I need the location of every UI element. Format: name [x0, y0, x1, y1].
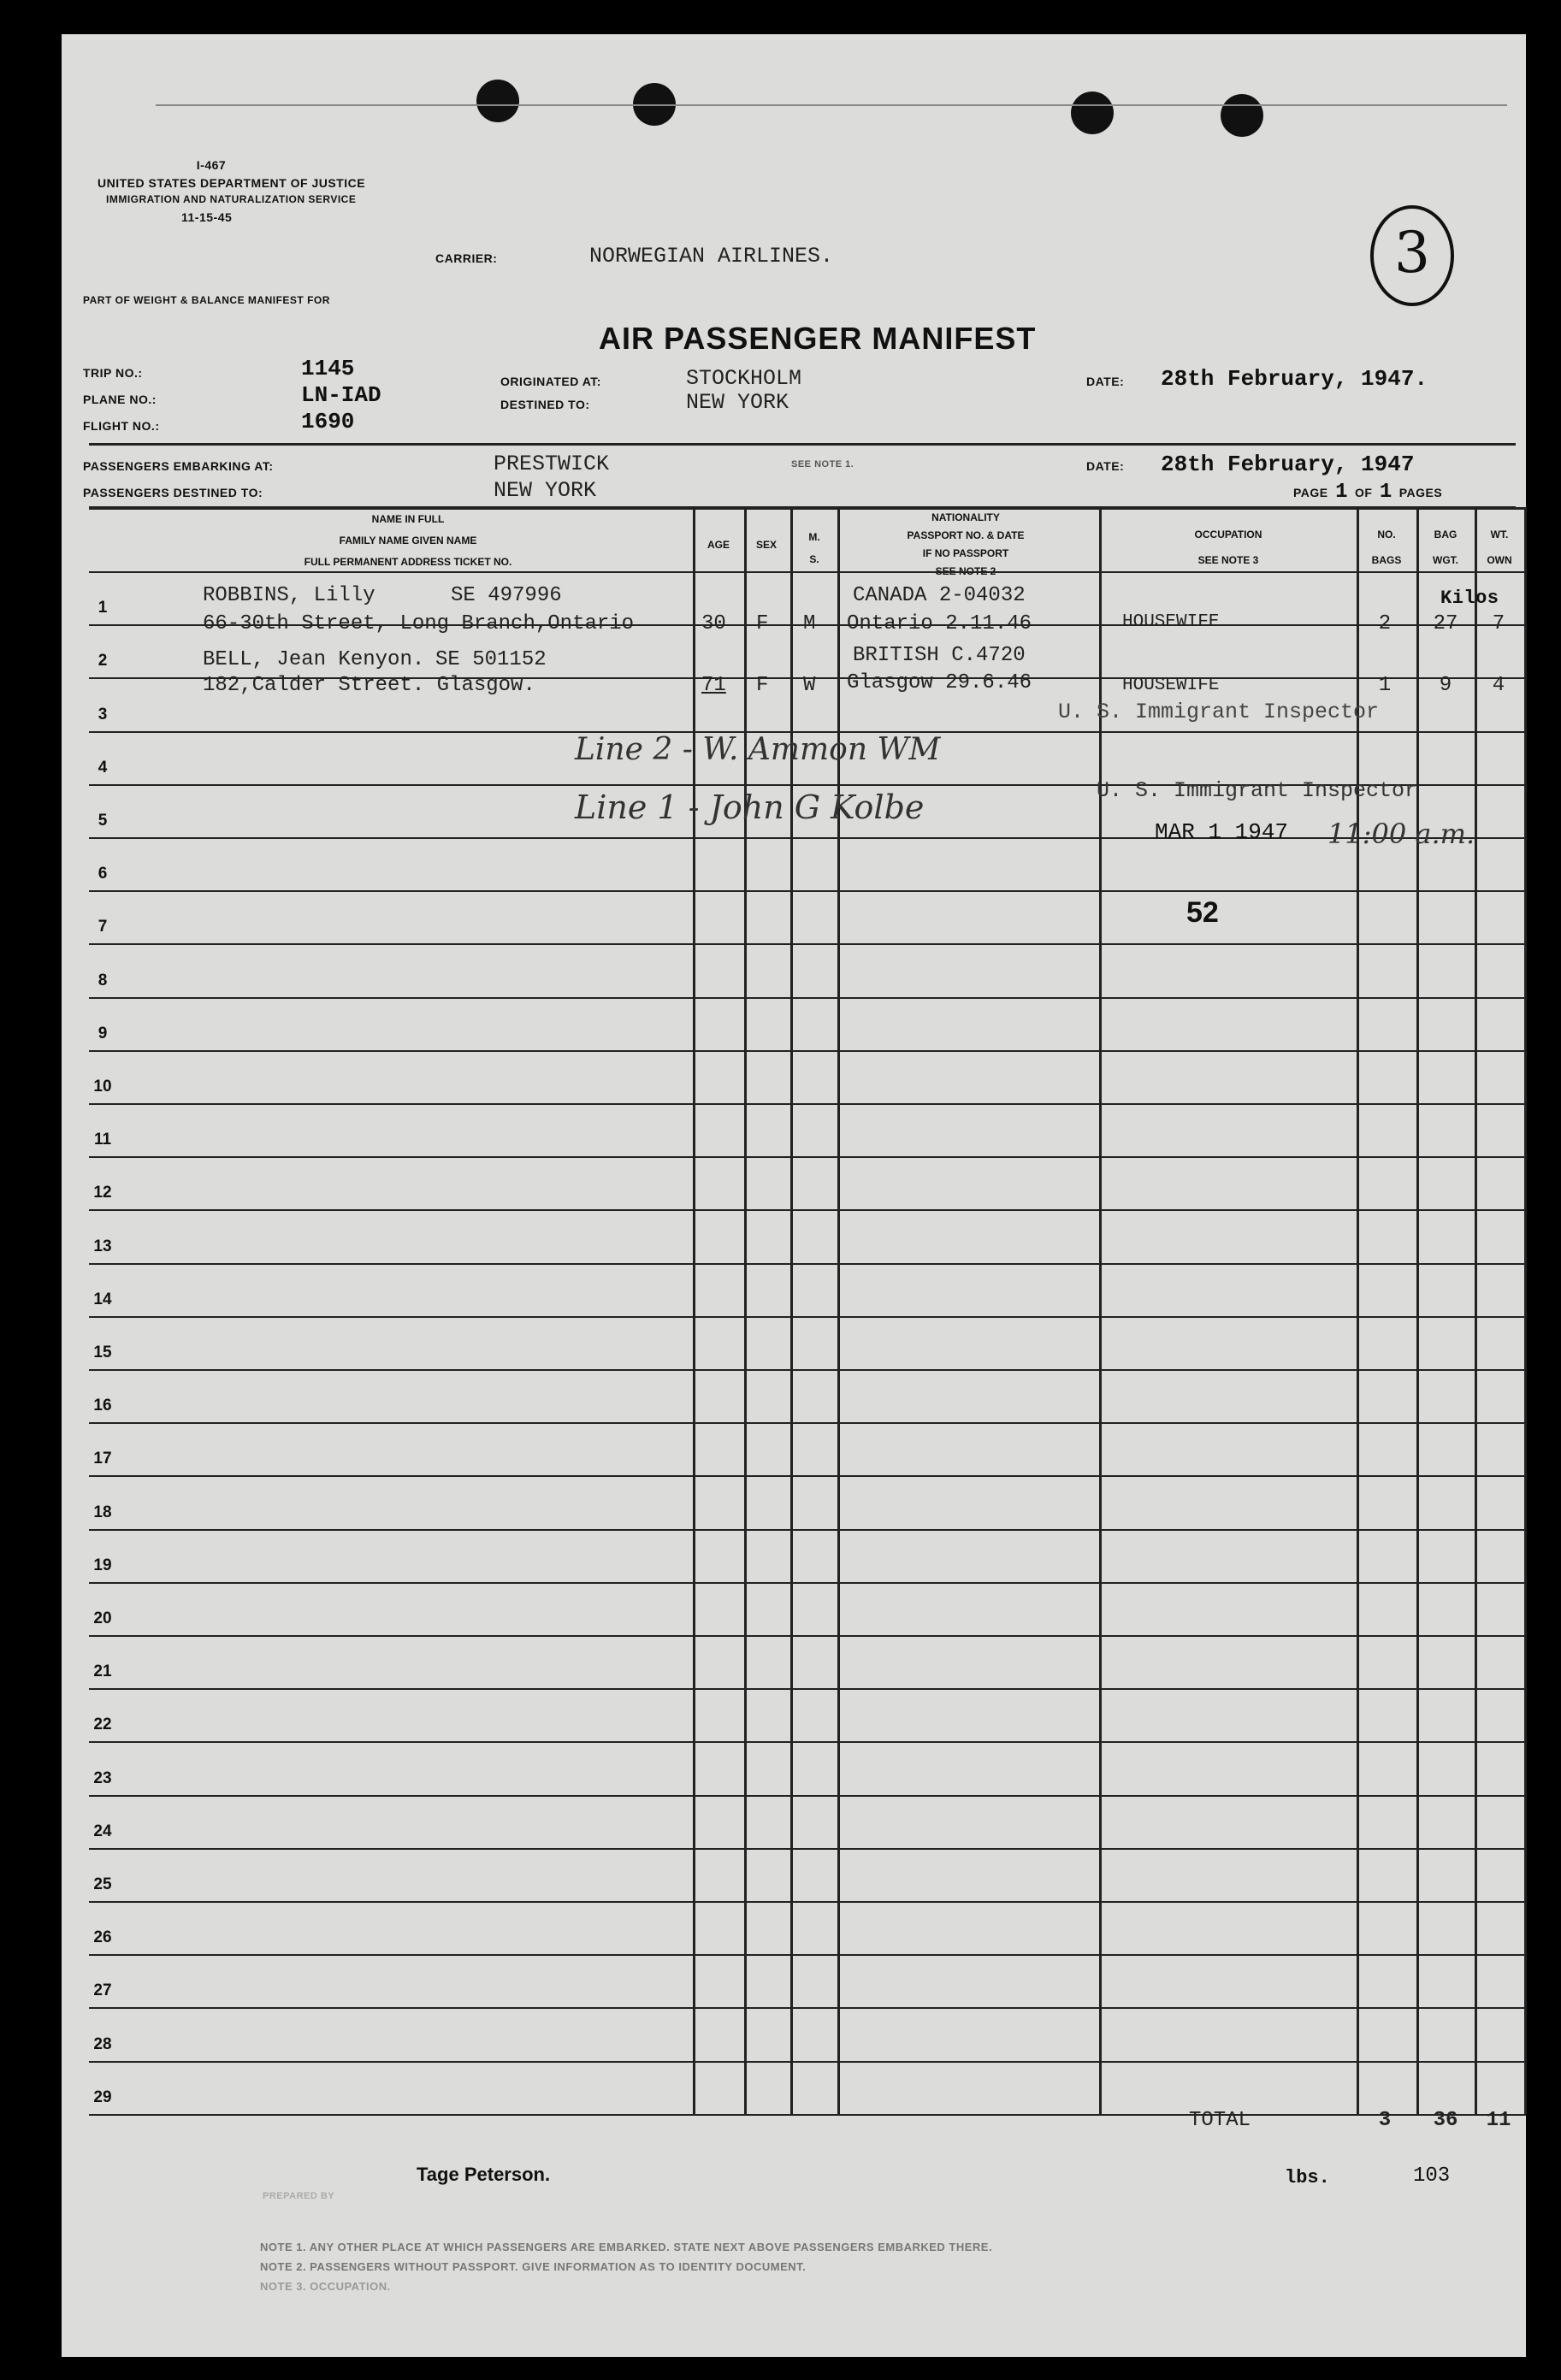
handwritten-inspection-note: Line 1 - John G Kolbe: [575, 788, 925, 826]
total-bags: 3: [1378, 2109, 1392, 2132]
grid-row-line: [89, 1529, 1526, 1531]
originated-label: ORIGINATED AT:: [500, 375, 601, 388]
nationality-header-line: IF NO PASSPORT: [922, 547, 1009, 559]
inspector-stamp: U. S. Immigrant Inspector: [1097, 778, 1418, 803]
row-number: 25: [93, 1875, 112, 1893]
lbs-label: lbs.: [1285, 2167, 1330, 2188]
row-number: 11: [93, 1131, 112, 1149]
flight-value: 1690: [301, 409, 355, 434]
occupation-column-header: [1099, 522, 1357, 573]
bag-wgt-column-header: [1416, 522, 1475, 573]
passenger-address: 182,Calder Street. Glasgow.: [203, 674, 535, 697]
row-number: 23: [93, 1769, 112, 1787]
page-label: PAGE: [1293, 486, 1328, 499]
see-note-label: SEE NOTE 1.: [791, 459, 854, 470]
row-number: 1: [98, 599, 108, 617]
passenger-occupation: HOUSEWIFE: [1122, 612, 1220, 632]
passenger-bags: 2: [1378, 612, 1392, 635]
row-number: 5: [98, 812, 108, 830]
page-total: 1: [1379, 481, 1392, 504]
passenger-passport: Ontario 2.11.46: [847, 612, 1032, 635]
row-number: 12: [93, 1184, 112, 1202]
grid-row-line: [89, 2061, 1526, 2063]
destined-to-value: NEW YORK: [494, 478, 597, 503]
header-bottom-rule: [89, 507, 1526, 510]
passenger-occupation: HOUSEWIFE: [1122, 676, 1220, 695]
footnote: NOTE 3. OCCUPATION.: [260, 2280, 391, 2293]
passenger-nationality: CANADA 2-04032: [853, 584, 1026, 607]
page-number: 1: [1335, 481, 1348, 504]
handwritten-time: 11:00 a.m.: [1327, 818, 1475, 850]
date-value: 28th February, 1947.: [1161, 366, 1428, 392]
grid-row-line: [89, 1316, 1526, 1318]
row-number: 8: [98, 971, 108, 989]
age-column-header: AGE: [707, 539, 730, 551]
bags-header-line: BAGS: [1371, 554, 1402, 566]
passenger-bag-weight: 27: [1433, 612, 1458, 635]
row-number: 9: [98, 1024, 108, 1042]
footnote: NOTE 2. PASSENGERS WITHOUT PASSPORT. GIVE INFORMATION AS TO IDENTITY DOCUMENT.: [260, 2260, 807, 2273]
plane-value: LN-IAD: [301, 382, 381, 408]
grid-row-line: [89, 943, 1526, 945]
signatory-name: Tage Peterson.: [417, 2164, 551, 2185]
grid-row-line: [89, 1582, 1526, 1584]
circled-page-number: [1370, 205, 1454, 306]
grid-row-line: [89, 1050, 1526, 1052]
passenger-sex: F: [756, 612, 769, 635]
grid-row-line: [89, 1475, 1526, 1477]
grid-row-line: [89, 1954, 1526, 1956]
trip-label: TRIP NO.:: [83, 366, 143, 380]
passenger-own-weight: 4: [1492, 674, 1505, 697]
grid-row-line: [89, 1795, 1526, 1797]
grid-column-line: [1524, 507, 1527, 2114]
grid-row-line: [89, 1103, 1526, 1105]
bag-wgt-header-line: BAG: [1434, 529, 1458, 540]
dotted-top-rule: [156, 104, 1507, 106]
agency-name: UNITED STATES DEPARTMENT OF JUSTICE: [98, 176, 366, 190]
grid-row-line: [89, 1848, 1526, 1850]
carrier-label: CARRIER:: [435, 251, 498, 265]
page-count: [1293, 481, 1442, 504]
carrier-value: NORWEGIAN AIRLINES.: [589, 244, 834, 269]
passenger-age: 71: [701, 674, 726, 697]
handwritten-inspection-note: Line 2 - W. Ammon WM: [575, 732, 941, 767]
row-number: 15: [93, 1344, 112, 1361]
total-own-weight: 11: [1486, 2109, 1511, 2132]
bags-header-line: NO.: [1377, 529, 1396, 540]
row-number: 29: [93, 2088, 112, 2106]
footnote: NOTE 1. ANY OTHER PLACE AT WHICH PASSENGERS ARE EMBARKED. STATE NEXT ABOVE PASSENGERS EMBARKED THERE.: [260, 2241, 993, 2253]
grid-row-line: [89, 1209, 1526, 1211]
passenger-age: 30: [701, 612, 726, 635]
sex-column-header: SEX: [755, 539, 777, 551]
row-number: 28: [93, 2035, 112, 2053]
prepared-by-label: PREPARED BY: [263, 2191, 335, 2201]
flight-label: FLIGHT NO.:: [83, 419, 160, 433]
header-rule-1: [89, 443, 1516, 446]
page-marker-text: 3: [1394, 220, 1430, 286]
wt-own-header-line: WT.: [1490, 529, 1509, 540]
destined-label: DESTINED TO:: [500, 398, 590, 411]
passenger-passport: Glasgow 29.6.46: [847, 671, 1032, 694]
total-bag-weight: 36: [1433, 2109, 1458, 2132]
passenger-marital-status: M: [803, 612, 816, 635]
form-date: 11-15-45: [181, 210, 233, 224]
pages-label: PAGES: [1398, 486, 1443, 499]
nationality-column-header: [837, 509, 1094, 581]
punch-hole: [1071, 92, 1114, 134]
row-number: 19: [93, 1556, 112, 1574]
embarking-label: PASSENGERS EMBARKING AT:: [83, 459, 274, 473]
grid-row-line: [89, 1422, 1526, 1424]
row-number: 27: [93, 1981, 112, 2000]
wt-own-column-header: [1475, 522, 1524, 573]
trip-value: 1145: [301, 356, 355, 381]
passenger-ticket: SE 497996: [451, 584, 562, 607]
plane-label: PLANE NO.:: [83, 393, 157, 406]
grid-row-line: [89, 1901, 1526, 1903]
weight-balance-label: PART OF WEIGHT & BALANCE MANIFEST FOR: [83, 294, 330, 306]
grid-column-line: [1099, 507, 1102, 2114]
grid-row-line: [89, 890, 1526, 892]
row-number: 26: [93, 1928, 112, 1947]
form-code: I-467: [196, 158, 227, 172]
grid-row-line: [89, 1635, 1526, 1637]
grid-row-line: [89, 1688, 1526, 1690]
date-label: DATE:: [1086, 375, 1125, 388]
wt-own-header-line: OWN: [1487, 554, 1512, 566]
row-number: 22: [93, 1716, 112, 1734]
grid-row-line: [89, 997, 1526, 999]
grid-row-line: [89, 2007, 1526, 2009]
row-number: 17: [93, 1450, 112, 1468]
destined-value: NEW YORK: [686, 390, 789, 415]
nationality-header-line: PASSPORT NO. & DATE: [907, 529, 1025, 541]
service-name: IMMIGRATION AND NATURALIZATION SERVICE: [106, 193, 357, 205]
passenger-name: ROBBINS, Lilly: [203, 584, 375, 607]
grid-row-line: [89, 1263, 1526, 1265]
grid-row-line: [89, 1156, 1526, 1158]
passenger-ticket: SE 501152: [435, 648, 547, 671]
passenger-bags: 1: [1378, 674, 1392, 697]
total-label: TOTAL: [1189, 2109, 1251, 2132]
originated-value: STOCKHOLM: [686, 366, 802, 391]
date-label-2: DATE:: [1086, 459, 1125, 473]
row-number: 2: [98, 652, 108, 670]
bags-column-header: [1357, 522, 1416, 573]
of-label: OF: [1354, 486, 1373, 499]
row-number: 3: [98, 705, 108, 723]
grid-row-line: [89, 2114, 1526, 2116]
date-stamp: MAR 1 1947: [1155, 819, 1289, 845]
destined-to-label: PASSENGERS DESTINED TO:: [83, 486, 263, 499]
grid-row-line: [89, 837, 1526, 839]
passenger-name: BELL, Jean Kenyon.: [203, 648, 425, 671]
passenger-sex: F: [756, 674, 769, 697]
row-number: 18: [93, 1503, 112, 1521]
passenger-nationality: BRITISH C.4720: [853, 644, 1026, 667]
passenger-marital-status: W: [803, 674, 816, 697]
row-number: 16: [93, 1397, 112, 1415]
name-header-line: NAME IN FULL: [371, 513, 445, 525]
grid-row-line: [89, 571, 1526, 573]
occupation-header-line: OCCUPATION: [1194, 529, 1262, 540]
date-value-2: 28th February, 1947: [1161, 452, 1415, 477]
embarking-value: PRESTWICK: [494, 452, 610, 476]
name-column-header: [130, 509, 686, 573]
grid-row-line: [89, 1741, 1526, 1743]
row-number: 20: [93, 1609, 112, 1627]
kilos-label: Kilos: [1440, 588, 1499, 609]
row-number: 14: [93, 1290, 112, 1308]
row-number: 4: [98, 758, 108, 777]
grid-column-line: [1357, 507, 1359, 2114]
occupation-header-line: SEE NOTE 3: [1197, 554, 1259, 566]
grid-row-line: [89, 1369, 1526, 1371]
nationality-header-line: NATIONALITY: [931, 511, 1000, 523]
row-number: 13: [93, 1237, 112, 1255]
passenger-own-weight: 7: [1492, 612, 1505, 635]
ms-header-line: S.: [809, 553, 819, 565]
row-number: 21: [93, 1662, 112, 1681]
name-header-line: FULL PERMANENT ADDRESS TICKET NO.: [304, 556, 512, 568]
inspector-stamp: U. S. Immigrant Inspector: [1058, 700, 1380, 724]
punch-hole: [1221, 94, 1263, 137]
manifest-page: [62, 34, 1526, 2357]
lbs-value: 103: [1413, 2164, 1451, 2188]
stamp-number: 52: [1186, 896, 1219, 929]
name-header-line: FAMILY NAME GIVEN NAME: [339, 534, 477, 546]
grid-column-line: [1475, 507, 1477, 2114]
grid-column-line: [1416, 507, 1419, 2114]
ms-header-line: M.: [808, 531, 820, 543]
row-number: 24: [93, 1822, 112, 1840]
bag-wgt-header-line: WGT.: [1433, 554, 1458, 566]
passenger-bag-weight: 9: [1439, 674, 1452, 697]
punch-hole: [476, 80, 519, 122]
ms-column-header: [793, 526, 836, 570]
row-number: 10: [93, 1078, 112, 1096]
manifest-title: AIR PASSENGER MANIFEST: [599, 321, 1037, 356]
row-number: 6: [98, 865, 108, 883]
passenger-address: 66-30th Street, Long Branch,Ontario: [203, 612, 635, 635]
row-number: 7: [98, 918, 108, 936]
